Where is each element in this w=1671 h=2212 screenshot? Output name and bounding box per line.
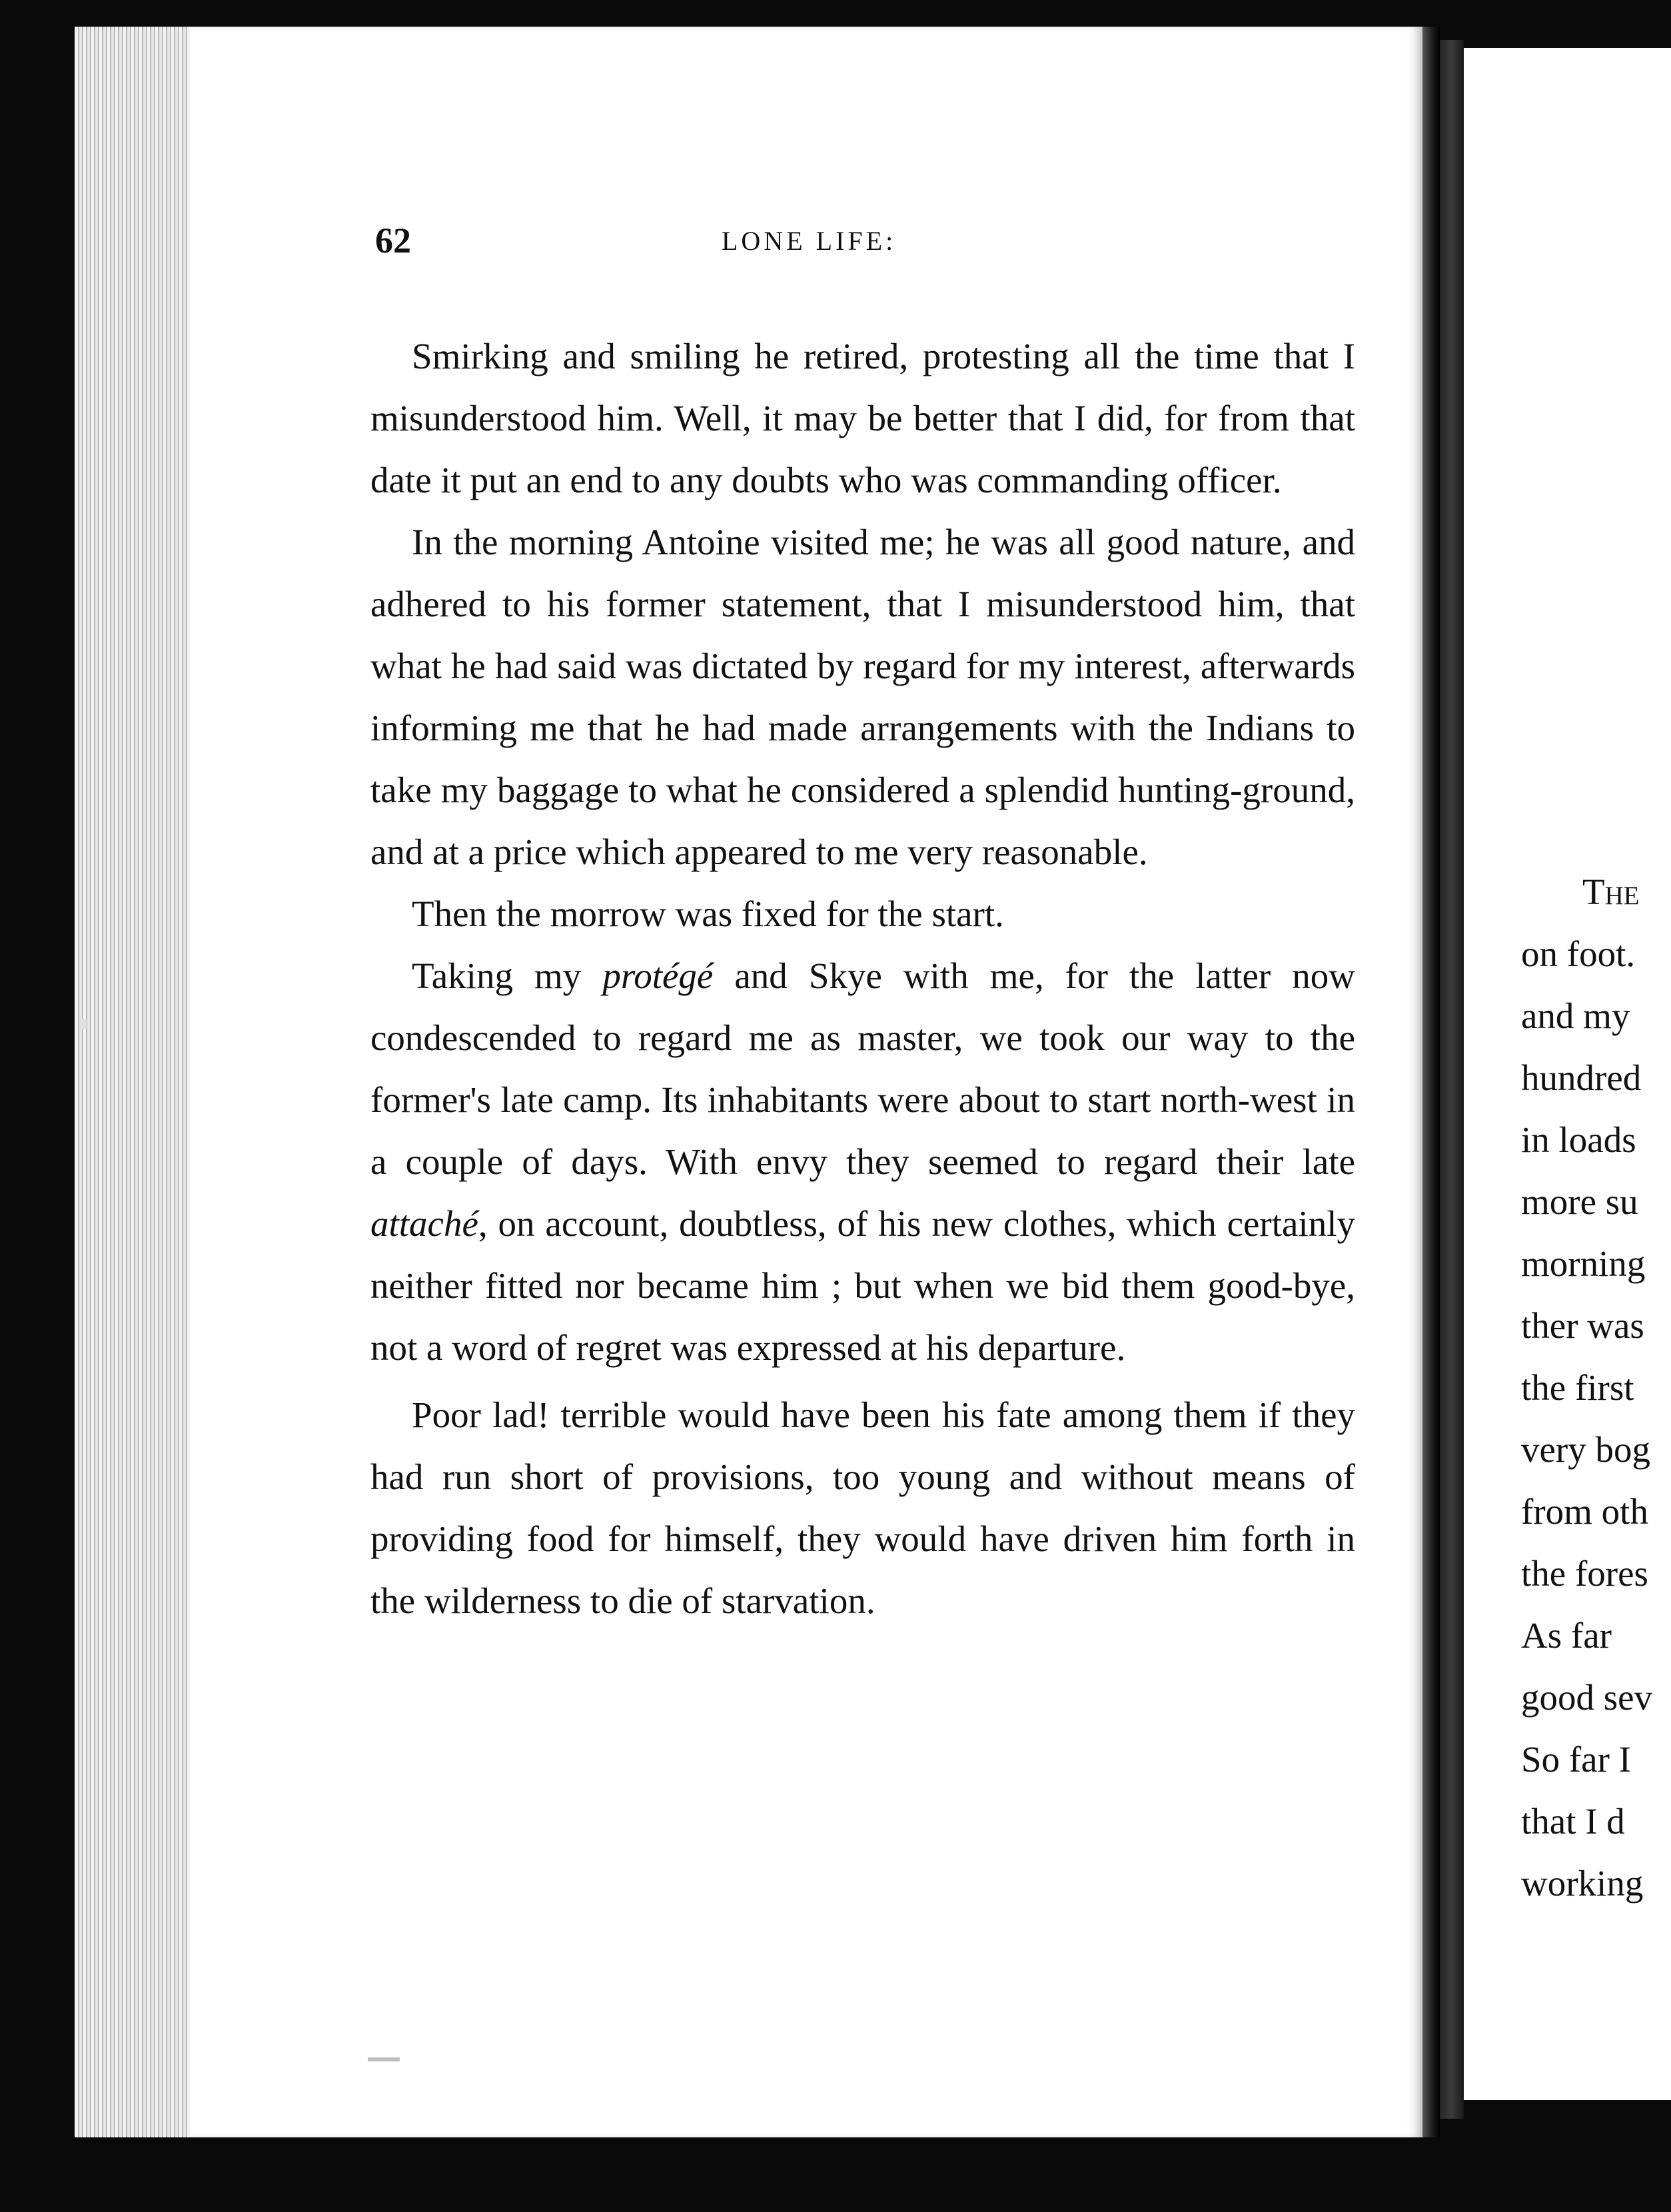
running-head: LONE LIFE: <box>722 226 897 256</box>
paragraph: Smirking and smiling he retired, protesting all the time that I misunderstood him. Well, it may be better that I did, for from that date it put an end to any doubts who was commanding officer. <box>370 336 1355 500</box>
right-page-text <box>1521 861 1671 1914</box>
page-number: 62 <box>375 221 411 261</box>
scan-mark <box>368 2057 400 2061</box>
right-page-line: hundred <box>1521 1057 1642 1098</box>
right-page-line: So far I <box>1521 1739 1631 1780</box>
right-page-line: the first <box>1521 1367 1634 1408</box>
body-text <box>370 325 1355 1632</box>
paragraph: Poor lad! terrible would have been his fate among them if they had run short of provisions, too young and without means of providing food for himself, they would have driven him forth in the wilderness to die of starvation. <box>370 1394 1355 1621</box>
right-page-line: The <box>1582 871 1640 912</box>
paragraph: In the morning Antoine visited me; he was all good nature, and adhered to his former statement, that I misunderstood him, that what he had said was dictated by regard for my interest, afterwards informing me that he had made arrangements with the Indians to take my baggage to what he considered a splendid hunting-ground, and at a price which appeared to me very reasonable. <box>370 522 1355 872</box>
page-edges <box>75 27 195 2137</box>
right-page-line: more su <box>1521 1181 1638 1222</box>
right-page-line: on foot. <box>1521 933 1636 974</box>
right-page-line: that I d <box>1521 1801 1625 1842</box>
right-page-line: morning <box>1521 1243 1646 1284</box>
spine-shadow <box>1440 40 1464 2119</box>
right-page-line: and my <box>1521 995 1630 1036</box>
page-header <box>375 220 1348 267</box>
right-page-line: ther was <box>1521 1305 1644 1346</box>
right-page-line: in loads <box>1521 1119 1636 1160</box>
right-page-line: good sev <box>1521 1677 1653 1718</box>
right-page-line: from oth <box>1521 1491 1648 1532</box>
scan-mark <box>80 1019 87 1029</box>
right-page-line: working <box>1521 1863 1644 1904</box>
right-page-line: As far <box>1521 1615 1612 1656</box>
paragraph: Then the morrow was fixed for the start. <box>412 893 1004 934</box>
gutter <box>1422 27 1440 2137</box>
right-page-line: the fores <box>1521 1553 1648 1594</box>
paragraph: Taking my protégé and Skye with me, for the latter now condescended to regard me as master, we took our way to the former's late camp. Its inhabitants were about to start north-west in a couple of days. With envy they seemed to regard their late attaché, on account, doubtless, of his new clothes, which certainly neither fitted nor became him ; but when we bid them good-bye, not a word of regret was expressed at his departure. <box>370 955 1355 1368</box>
right-page-line: very bog <box>1521 1429 1650 1470</box>
